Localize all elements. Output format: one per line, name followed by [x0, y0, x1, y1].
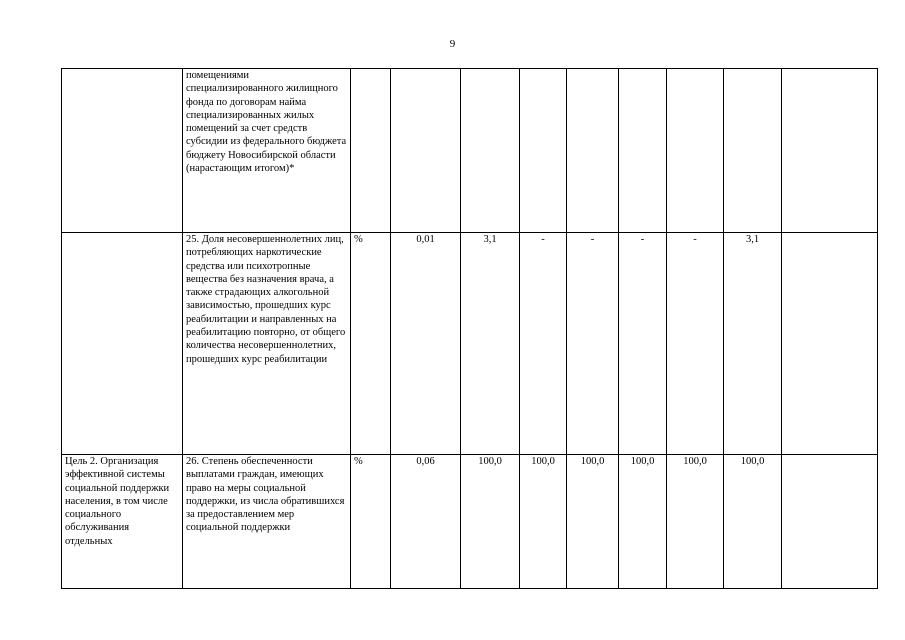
- value-cell: 0,01: [391, 233, 461, 455]
- value-cell: [782, 69, 878, 233]
- value-cell: 3,1: [724, 233, 782, 455]
- unit-cell: %: [351, 455, 391, 589]
- indicator-cell: 25. Доля несовершеннолетних лиц, потребляющих наркотические средства или психотропные вещества без назначения врача, а также страдающих алкогольной зависимостью, прошедших курс реабилитации и направленных на реабилитацию повторно, от общего количества несовершеннолетних, прошедших курс реабилитации: [183, 233, 351, 455]
- indicator-cell: 26. Степень обеспеченности выплатами граждан, имеющих право на меры социальной поддержки, из числа обратившихся за предоставлением мер социальной поддержки: [183, 455, 351, 589]
- value-cell: [724, 69, 782, 233]
- value-cell: 3,1: [461, 233, 520, 455]
- value-cell: 100,0: [619, 455, 667, 589]
- table-row: [62, 233, 878, 455]
- value-cell: 100,0: [520, 455, 567, 589]
- table-row: [62, 69, 878, 233]
- indicator-cell: помещениями специализированного жилищного фонда по договорам найма специализированных жилых помещений за счет средств субсидии из федерального бюджета бюджету Новосибирской области (нарастающим итогом)*: [183, 69, 351, 233]
- value-cell: 0,06: [391, 455, 461, 589]
- value-cell: [782, 233, 878, 455]
- goal-cell: Цель 2. Организация эффективной системы социальной поддержки населения, в том числе социального обслуживания отдельных: [62, 455, 183, 589]
- value-cell: [567, 69, 619, 233]
- value-cell: [667, 69, 724, 233]
- table-row: [62, 455, 878, 589]
- value-cell: 100,0: [567, 455, 619, 589]
- value-cell: 100,0: [667, 455, 724, 589]
- value-cell: [391, 69, 461, 233]
- value-cell: -: [520, 233, 567, 455]
- value-cell: -: [667, 233, 724, 455]
- value-cell: [461, 69, 520, 233]
- value-cell: [782, 455, 878, 589]
- value-cell: 100,0: [724, 455, 782, 589]
- goal-cell: [62, 233, 183, 455]
- value-cell: 100,0: [461, 455, 520, 589]
- unit-cell: [351, 69, 391, 233]
- page-number: 9: [449, 38, 456, 50]
- unit-cell: %: [351, 233, 391, 455]
- value-cell: -: [567, 233, 619, 455]
- value-cell: [520, 69, 567, 233]
- value-cell: -: [619, 233, 667, 455]
- goal-cell: [62, 69, 183, 233]
- value-cell: [619, 69, 667, 233]
- indicators-table: [61, 68, 878, 589]
